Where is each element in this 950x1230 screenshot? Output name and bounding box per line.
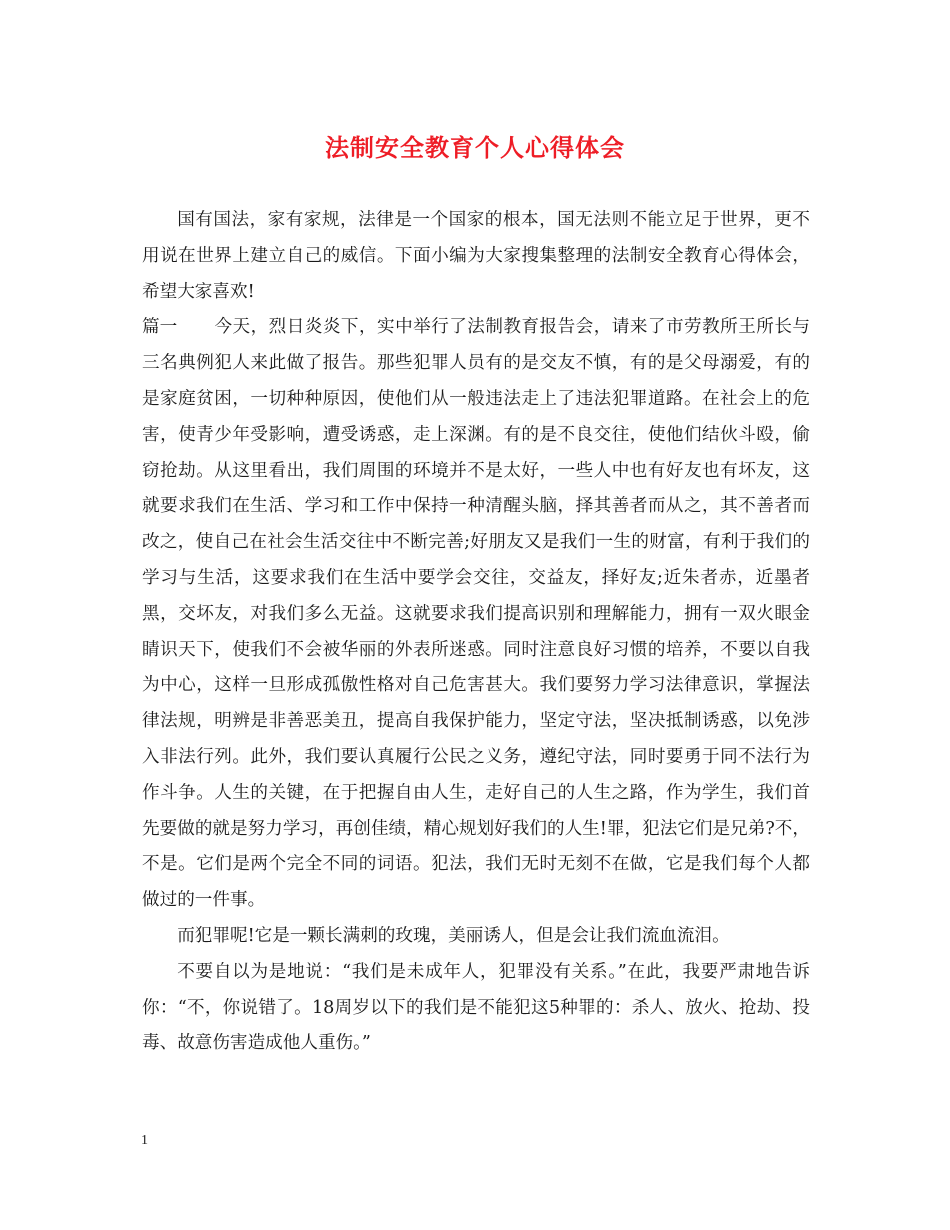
intro-paragraph: 国有国法，家有家规，法律是一个国家的根本，国无法则不能立足于世界，更不用说在世界上建立自己的威信。下面小编为大家搜集整理的法制安全教育心得体会，希望大家喜欢! (142, 210, 810, 302)
section-text: 今天，烈日炎炎下，实中举行了法制教育报告会，请来了市劳教所王所长与三名典例犯人来此做了报告。那些犯罪人员有的是交友不慎，有的是父母溺爱，有的是家庭贫困，一切种种原因，使他们从一般违法走上了违法犯罪道路。在社会上的危害，使青少年受影响，遭受诱惑，走上深渊。有的是不良交往，使他们结伙斗殴，偷窃抢劫。从这里看出，我们周围的环境并不是太好，一些人中也有好友也有坏友，这就要求我们在生活、学习和工作中保持一种清醒头脑，择其善者而从之，其不善者而改之，使自己在社会生活交往中不断完善;好朋友又是我们一生的财富，有利于我们的学习与生活，这要求我们在生活中要学会交往，交益友，择好友;近朱者赤，近墨者黑，交坏友，对我们多么无益。这就要求我们提高识别和理解能力，拥有一双火眼金睛识天下，使我们不会被华丽的外表所迷惑。同时注意良好习惯的培养，不要以自我为中心，这样一旦形成孤傲性格对自己危害甚大。我们要努力学习法律意识，掌握法律法规，明辨是非善恶美丑，提高自我保护能力，坚定守法，坚决抵制诱惑，以免涉入非法行列。此外，我们要认真履行公民之义务，遵纪守法，同时要勇于同不法行为作斗争。人生的关键，在于把握自由人生，走好自己的人生之路，作为学生，我们首先要做的就是努力学习，再创佳绩，精心规划好我们的人生!罪，犯法它们是兄弟?不，不是。它们是两个完全不同的词语。犯法，我们无时无刻不在做，它是我们每个人都做过的一件事。 (142, 317, 810, 911)
document-title: 法制安全教育个人心得体会 (325, 134, 625, 162)
page-number: 1 (141, 1133, 148, 1148)
section-paragraph (142, 310, 810, 919)
paragraph-warning: 不要自以为是地说：“我们是未成年人，犯罪没有关系。”在此，我要严肃地告诉你：“不，你说错了。18周岁以下的我们是不能犯这5种罪的：杀人、放火、抢劫、投毒、故意伤害造成他人重伤。” (142, 961, 810, 1054)
paragraph-rose: 而犯罪呢!它是一颗长满刺的玫瑰，美丽诱人，但是会让我们流血流泪。 (177, 925, 730, 946)
section-label: 篇一 (142, 317, 178, 338)
document-body (142, 203, 810, 1062)
